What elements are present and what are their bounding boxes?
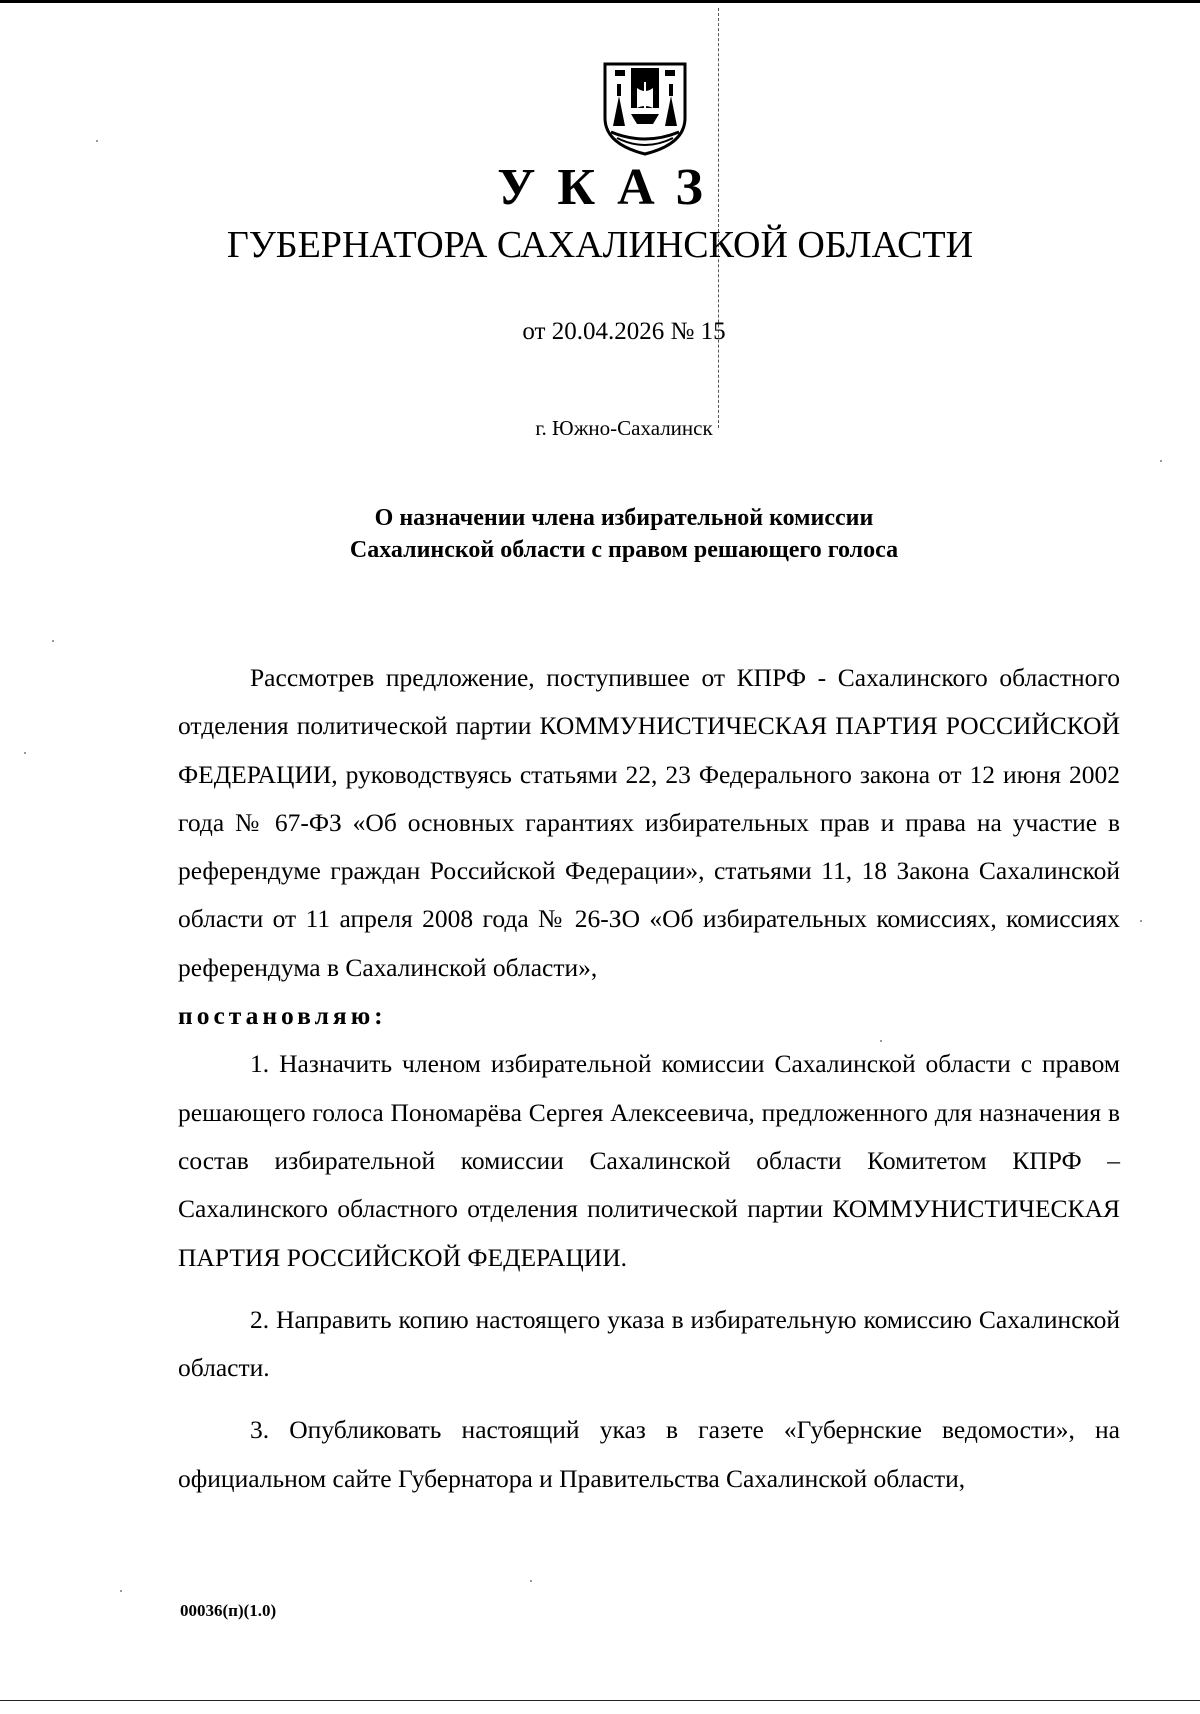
scan-edge-top (0, 0, 1200, 3)
form-code: 00036(п)(1.0) (180, 1601, 277, 1620)
scan-speck (52, 640, 54, 642)
scan-speck (96, 140, 98, 142)
scan-speck (1140, 920, 1142, 922)
fold-line (718, 8, 719, 428)
subject-line-1: О назначении члена избирательной комиссии (374, 505, 874, 531)
item-1-paragraph: 1. Назначить членом избирательной комиссии Сахалинской области с правом решающего голоса Пономарёва Сергея Алексеевича, предложенного для назначения в состав избирательной комиссии Сахалинской области Комитетом КПРФ – Сахалинского областного отделения политической партии КОММУНИСТИЧЕСКАЯ ПАРТИЯ РОССИЙСКОЙ ФЕДЕРАЦИИ. (178, 1049, 1120, 1272)
item-2-paragraph: 2. Направить копию настоящего указа в избирательную комиссию Сахалинской области. (178, 1304, 1120, 1383)
scan-speck (530, 1580, 532, 1582)
resolve-line (178, 992, 1120, 1040)
decree-date-number: от 20.04.2026 № 15 (522, 318, 726, 345)
decree-title: УКАЗ (497, 159, 725, 216)
scan-speck (880, 1040, 882, 1042)
decree-subject (0, 502, 1200, 566)
decree-body (178, 654, 1120, 1503)
scan-speck (1160, 460, 1162, 462)
scan-edge-bottom (0, 1700, 1200, 1701)
subject-line-2: Сахалинской области с правом решающего голоса (349, 537, 899, 563)
issue-place: г. Южно-Сахалинск (535, 416, 713, 440)
preamble-paragraph: Рассмотрев предложение, поступившее от КПРФ - Сахалинского областного отделения политической партии КОММУНИСТИЧЕСКАЯ ПАРТИЯ РОССИЙСКОЙ ФЕДЕРАЦИИ, руководствуясь статьями 22, 23 Федерального закона от 12 июня 2002 года № 67-ФЗ «Об основных гарантиях избирательных прав и права на участие в референдуме граждан Российской Федерации», статьями 11, 18 Закона Сахалинской области от 11 апреля 2008 года № 26-ЗО «Об избирательных комиссиях, комиссиях референдума в Сахалинской области», (178, 663, 1120, 982)
resolve-word: постановляю: (178, 1001, 387, 1031)
scan-speck (24, 752, 26, 754)
sakhalin-coat-of-arms-icon (597, 60, 693, 156)
item-3-paragraph: 3. Опубликовать настоящий указ в газете «Губернские ведомости», на официальном сайте Губернатора и Правительства Сахалинской области, (178, 1415, 1120, 1493)
scan-speck (120, 1590, 122, 1592)
issuer-title: ГУБЕРНАТОРА САХАЛИНСКОЙ ОБЛАСТИ (226, 224, 974, 266)
